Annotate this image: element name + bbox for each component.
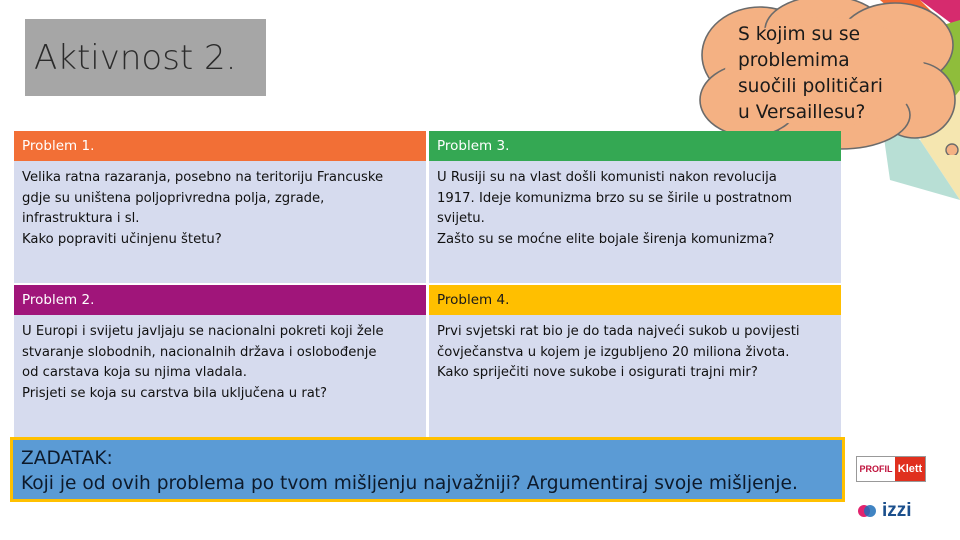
problem-3-cell [429,161,841,283]
profil-logo: PROFIL [857,457,895,481]
page-title: Aktivnost 2. [34,37,237,78]
problem-3-text: U Rusiji su na vlast došli komunisti nakon revolucija [437,170,777,185]
profil-klett-logo [856,456,926,482]
problem-2-text: stvaranje slobodnih, nacionalnih država i oslobođenje [22,344,377,360]
problem-1-title: Problem 1. [22,138,95,154]
problem-1-text: infrastruktura i sl. [22,211,140,226]
problem-3-text: 1917. Ideje komunizma brzo su se širile u postratnom [437,190,792,206]
problem-4-cell [429,315,841,437]
problem-4-header [429,285,841,315]
problem-1-question: Kako popraviti učinjenu štetu? [22,231,222,247]
problem-4-question: Kako spriječiti nove sukobe i osigurati trajni mir? [437,365,758,380]
izzi-wordmark: izzi [882,500,912,521]
cloud-line: S kojim su se [738,24,861,45]
problem-2-title: Problem 2. [22,292,95,308]
task-question: Koji je od ovih problema po tvom mišljenju najvažniji? Argumentiraj svoje mišljenje. [21,473,798,494]
problem-4-title: Problem 4. [437,292,510,308]
task-box [10,437,845,502]
title-box [25,19,266,96]
problem-2-text: U Europi i svijetu javljaju se nacionalni pokreti koji žele [22,324,384,339]
problem-1-text: gdje su uništena poljoprivredna polja, zgrade, [22,190,325,206]
problem-2-cell [14,315,426,437]
problem-1-text: Velika ratna razaranja, posebno na teritoriju Francuske [22,170,384,185]
cloud-line: problemima [738,50,850,71]
problem-4-text: Prvi svjetski rat bio je do tada najveći sukob u povijesti [437,324,800,339]
cloud-question [738,22,918,126]
problem-4-text: čovječanstva u kojem je izgubljeno 20 miliona života. [437,344,790,360]
problem-2-question: Prisjeti se koja su carstva bila uključena u rat? [22,385,327,401]
problem-3-question: Zašto su se moćne elite bojale širenja komunizma? [437,231,775,247]
problem-3-text: svijetu. [437,211,485,226]
task-heading: ZADATAK: [21,448,113,469]
klett-logo: Klett [895,457,925,481]
problem-3-title: Problem 3. [437,138,510,154]
izzi-mark-icon [856,500,878,522]
izzi-logo [856,498,948,524]
cloud-line: suočili političari [738,76,883,97]
problem-1-header [14,131,426,161]
cloud-line: u Versaillesu? [738,102,866,123]
problem-1-cell [14,161,426,283]
problem-2-text: od carstava koja su njima vladala. [22,365,247,380]
problem-2-header [14,285,426,315]
problem-3-header [429,131,841,161]
